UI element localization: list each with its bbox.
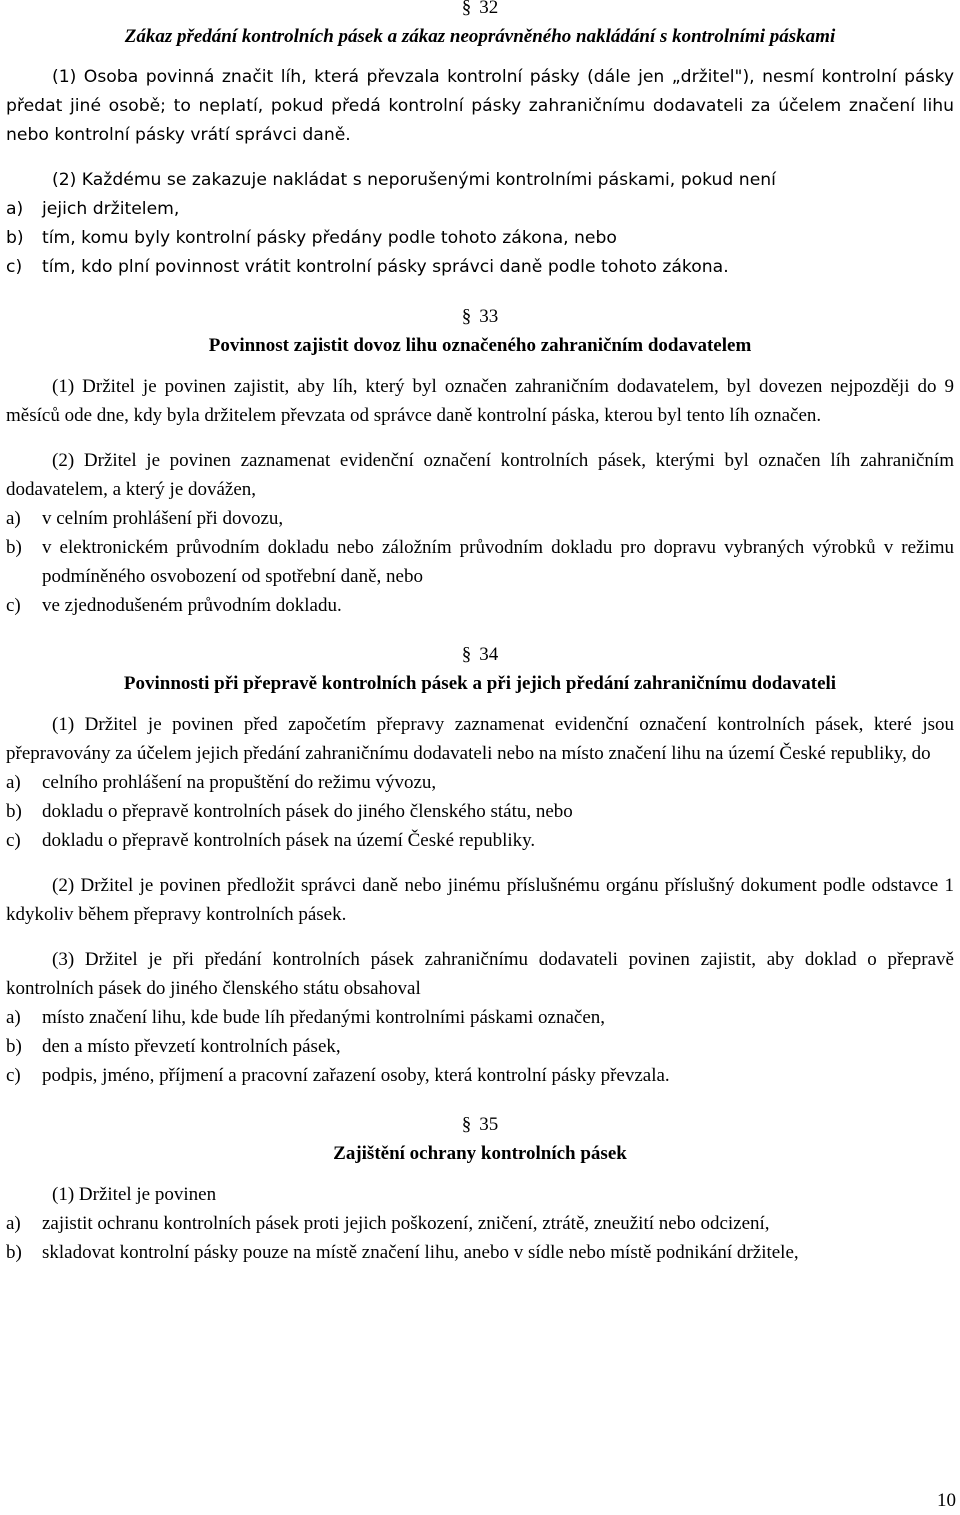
list-item: b) skladovat kontrolní pásky pouze na místě značení lihu, anebo v sídle nebo místě podnikání držitele, (6, 1242, 799, 1263)
list-item: a) zajistit ochranu kontrolních pásek proti jejich poškození, zničení, ztrátě, zneužití nebo odcizení, (6, 1213, 770, 1234)
page-number: 10 (937, 1490, 956, 1511)
section-35-number: § 35 (461, 1114, 499, 1135)
section-33-number: § 33 (461, 306, 499, 327)
section-33-title: Povinnost zajistit dovoz lihu označeného zahraničním dodavatelem (208, 335, 752, 356)
document-page (6, 0, 954, 1267)
list-item: b) v elektronickém průvodním dokladu nebo záložním průvodním dokladu pro dopravu vybraných výrobků v režimu podmíněného osvobození od spotřební daně, nebo (6, 537, 954, 587)
list-item: a) jejich držitelem, (6, 199, 180, 219)
section-34-title: Povinnosti při přepravě kontrolních pásek a při jejich předání zahraničnímu dodavateli (123, 673, 837, 694)
section-34-number: § 34 (461, 644, 499, 665)
section-34-paragraph-1: (1) Držitel je povinen před započetím přepravy zaznamenat evidenční označení kontrolních pásek, které jsou přepravovány za účelem jejich předání zahraničnímu dodavateli nebo na místo značení lihu na území České republiky, do (6, 714, 954, 764)
section-32-title: Zákaz předání kontrolních pásek a zákaz neoprávněného nakládání s kontrolními páskami (124, 26, 836, 47)
list-item: b) den a místo převzetí kontrolních pásek, (6, 1036, 341, 1057)
list-item: a) místo značení lihu, kde bude líh předanými kontrolními páskami označen, (6, 1007, 605, 1028)
list-item: b) dokladu o přepravě kontrolních pásek do jiného členského státu, nebo (6, 801, 573, 822)
list-item: b) tím, komu byly kontrolní pásky předány podle tohoto zákona, nebo (6, 228, 617, 248)
list-item: c) tím, kdo plní povinnost vrátit kontrolní pásky správci daně podle tohoto zákona. (6, 257, 729, 277)
section-34-paragraph-3: (3) Držitel je při předání kontrolních pásek zahraničnímu dodavateli povinen zajistit, aby doklad o přepravě kontrolních pásek do jiného členského státu obsahoval (6, 949, 954, 999)
list-item: c) ve zjednodušeném průvodním dokladu. (6, 595, 342, 616)
section-35-paragraph-1: (1) Držitel je povinen (52, 1184, 217, 1205)
section-34-paragraph-2: (2) Držitel je povinen předložit správci daně nebo jinému příslušnému orgánu příslušný dokument podle odstavce 1 kdykoliv během přepravy kontrolních pásek. (6, 875, 954, 925)
list-item: c) podpis, jméno, příjmení a pracovní zařazení osoby, která kontrolní pásky převzala. (6, 1065, 670, 1086)
list-item: a) v celním prohlášení při dovozu, (6, 508, 284, 529)
list-item: c) dokladu o přepravě kontrolních pásek na území České republiky. (6, 830, 536, 851)
section-32-paragraph-1: (1) Osoba povinná značit líh, která převzala kontrolní pásky (dále jen „držitel"), nesmí kontrolní pásky předat jiné osobě; to neplatí, pokud předá kontrolní pásky zahraničnímu dodavateli za účelem značení lihu nebo kontrolní pásky vrátí správci daně. (6, 67, 954, 145)
section-33-paragraph-2: (2) Držitel je povinen zaznamenat evidenční označení kontrolních pásek, kterými byl označen líh zahraničním dodavatelem, a který je dovážen, (6, 450, 954, 500)
section-32-number: § 32 (461, 0, 499, 18)
section-33-paragraph-1: (1) Držitel je povinen zajistit, aby líh, který byl označen zahraničním dodavatelem, byl dovezen nejpozději do 9 měsíců ode dne, kdy byla držitelem převzata od správce daně kontrolní páska, kterou byl tento líh označen. (6, 376, 954, 426)
section-35-title: Zajištění ochrany kontrolních pásek (333, 1143, 627, 1164)
section-32-paragraph-2: (2) Každému se zakazuje nakládat s neporušenými kontrolními páskami, pokud není (52, 170, 776, 190)
list-item: a) celního prohlášení na propuštění do režimu vývozu, (6, 772, 437, 793)
